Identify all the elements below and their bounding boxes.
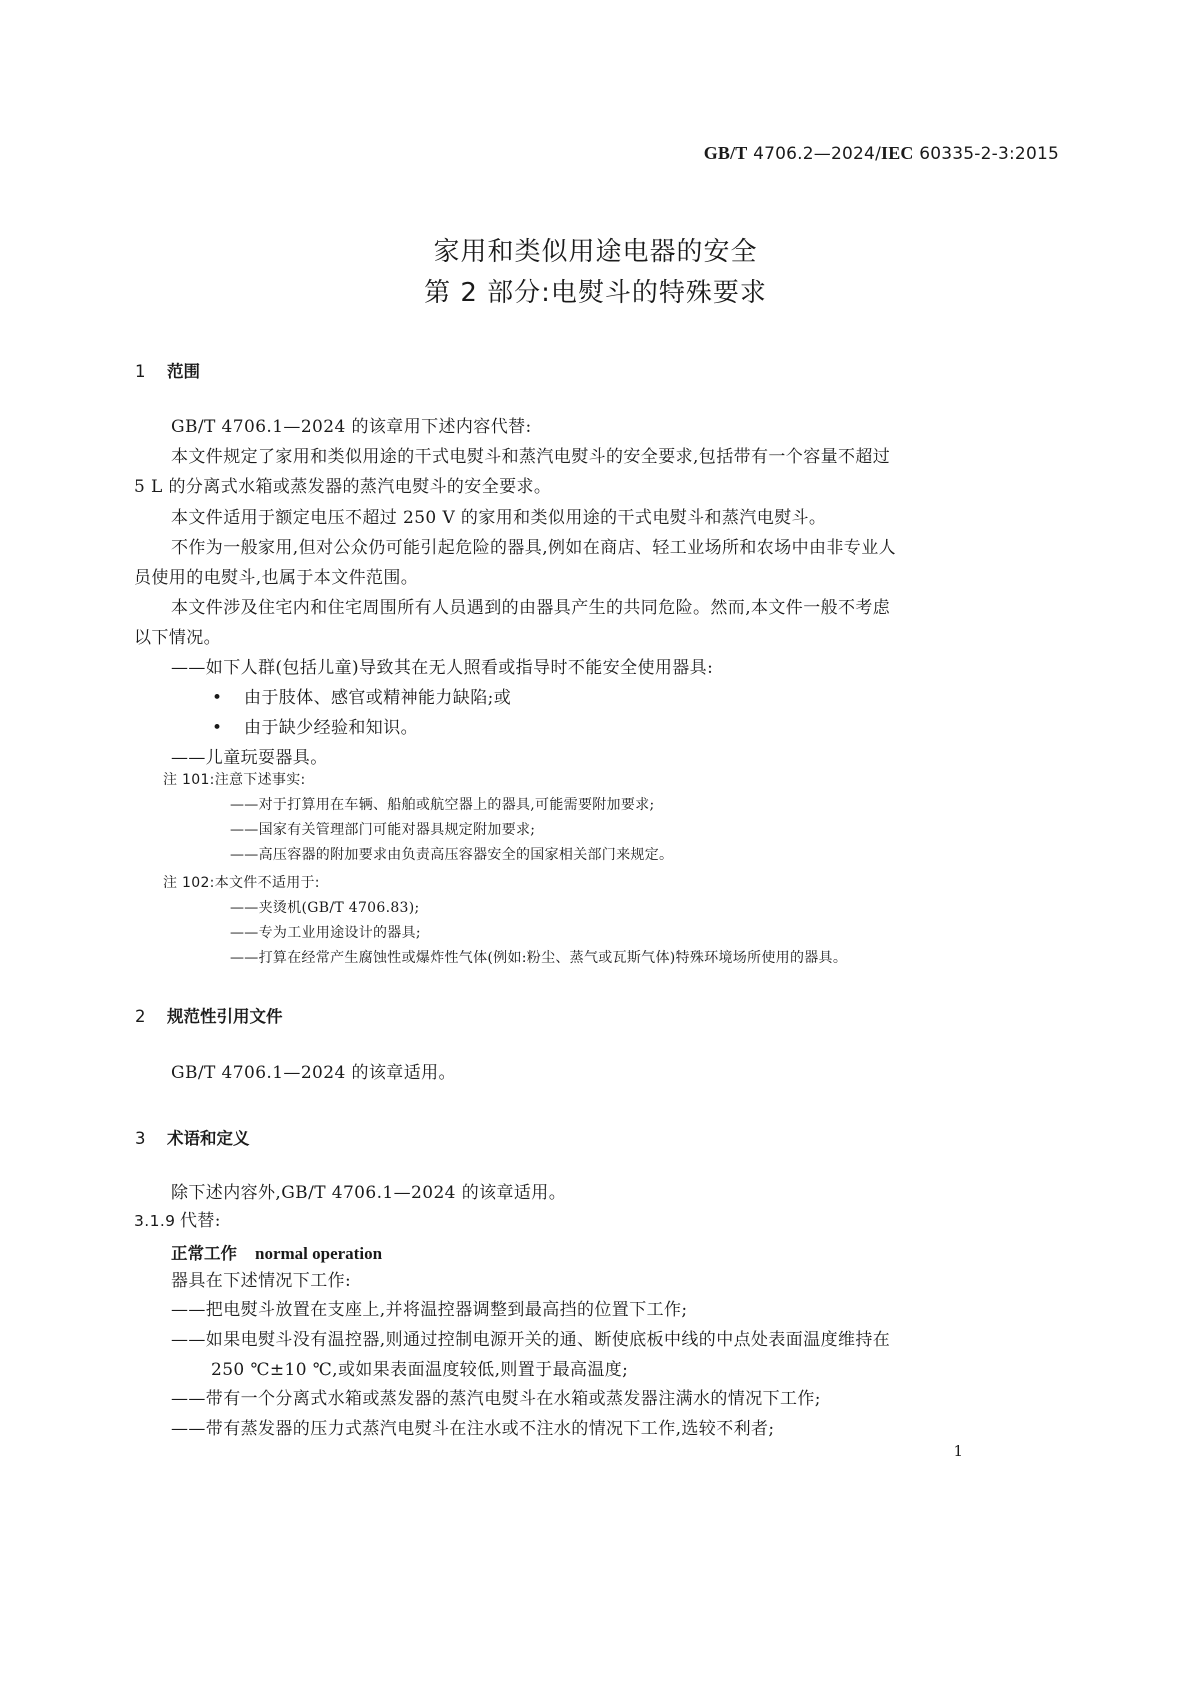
paragraph: 本文件涉及住宅内和住宅周围所有人员遇到的由器具产生的共同危险。然而,本文件一般不考虑 <box>171 598 891 618</box>
note-item: ——打算在经常产生腐蚀性或爆炸性气体(例如:粉尘、蒸气或瓦斯气体)特殊环境场所使用的器具。 <box>230 950 848 966</box>
clause-3-1-9: 3.1.9 代替: <box>134 1211 221 1231</box>
section-2-heading: 2 规范性引用文件 <box>135 1007 283 1026</box>
dash-item: ——带有一个分离式水箱或蒸发器的蒸汽电熨斗在水箱或蒸发器注满水的情况下工作; <box>171 1389 821 1409</box>
bullet-icon: • <box>212 688 223 708</box>
note-item: ——高压容器的附加要求由负责高压容器安全的国家相关部门来规定。 <box>230 847 674 863</box>
paragraph: 本文件适用于额定电压不超过 250 V 的家用和类似用途的干式电熨斗和蒸汽电熨斗。 <box>171 508 827 528</box>
dash-item: ——儿童玩耍器具。 <box>171 748 328 768</box>
paragraph: 除下述内容外,GB/T 4706.1—2024 的该章适用。 <box>171 1183 567 1203</box>
note-102-label: 注 102:本文件不适用于: <box>163 875 320 891</box>
document-title-line1: 家用和类似用途电器的安全 <box>433 237 758 267</box>
paragraph: 不作为一般家用,但对公众仍可能引起危险的器具,例如在商店、轻工业场所和农场中由非专业人 <box>171 538 897 558</box>
paragraph: GB/T 4706.1—2024 的该章适用。 <box>171 1063 456 1083</box>
note-item: ——夹烫机(GB/T 4706.83); <box>230 900 420 916</box>
section-1-heading: 1 范围 <box>135 362 200 381</box>
paragraph-cont: 员使用的电熨斗,也属于本文件范围。 <box>134 568 419 588</box>
note-item: ——对于打算用在车辆、船舶或航空器上的器具,可能需要附加要求; <box>230 797 655 813</box>
dash-item: ——把电熨斗放置在支座上,并将温控器调整到最高挡的位置下工作; <box>171 1300 688 1320</box>
paragraph-cont: 5 L 的分离式水箱或蒸发器的蒸汽电熨斗的安全要求。 <box>134 477 552 497</box>
paragraph: GB/T 4706.1—2024 的该章用下述内容代替: <box>171 417 532 437</box>
document-title-line2: 第 2 部分:电熨斗的特殊要求 <box>424 278 767 308</box>
paragraph: 本文件规定了家用和类似用途的干式电熨斗和蒸汽电熨斗的安全要求,包括带有一个容量不超过 <box>171 447 891 467</box>
term-title: 正常工作 normal operation <box>171 1244 383 1263</box>
section-3-heading: 3 术语和定义 <box>135 1129 250 1148</box>
note-101-label: 注 101:注意下述事实: <box>163 772 306 788</box>
note-item: ——国家有关管理部门可能对器具规定附加要求; <box>230 822 536 838</box>
page-number: 1 <box>953 1442 963 1460</box>
bullet-item: • 由于肢体、感官或精神能力缺陷;或 <box>212 683 511 713</box>
dash-item: ——如果电熨斗没有温控器,则通过控制电源开关的通、断使底板中线的中点处表面温度维持在 <box>171 1330 891 1350</box>
paragraph-cont: 以下情况。 <box>134 628 221 648</box>
dash-item: ——如下人群(包括儿童)导致其在无人照看或指导时不能安全使用器具: <box>171 658 714 678</box>
paragraph: 器具在下述情况下工作: <box>171 1271 352 1291</box>
dash-item: ——带有蒸发器的压力式蒸汽电熨斗在注水或不注水的情况下工作,选较不利者; <box>171 1419 775 1439</box>
bullet-icon: • <box>212 718 223 738</box>
bullet-item: • 由于缺少经验和知识。 <box>212 713 418 743</box>
dash-item-cont: 250 ℃±10 ℃,或如果表面温度较低,则置于最高温度; <box>211 1360 629 1380</box>
standard-code: GB/T 4706.2—2024/IEC 60335-2-3:2015 <box>703 143 1059 164</box>
note-item: ——专为工业用途设计的器具; <box>230 925 421 941</box>
